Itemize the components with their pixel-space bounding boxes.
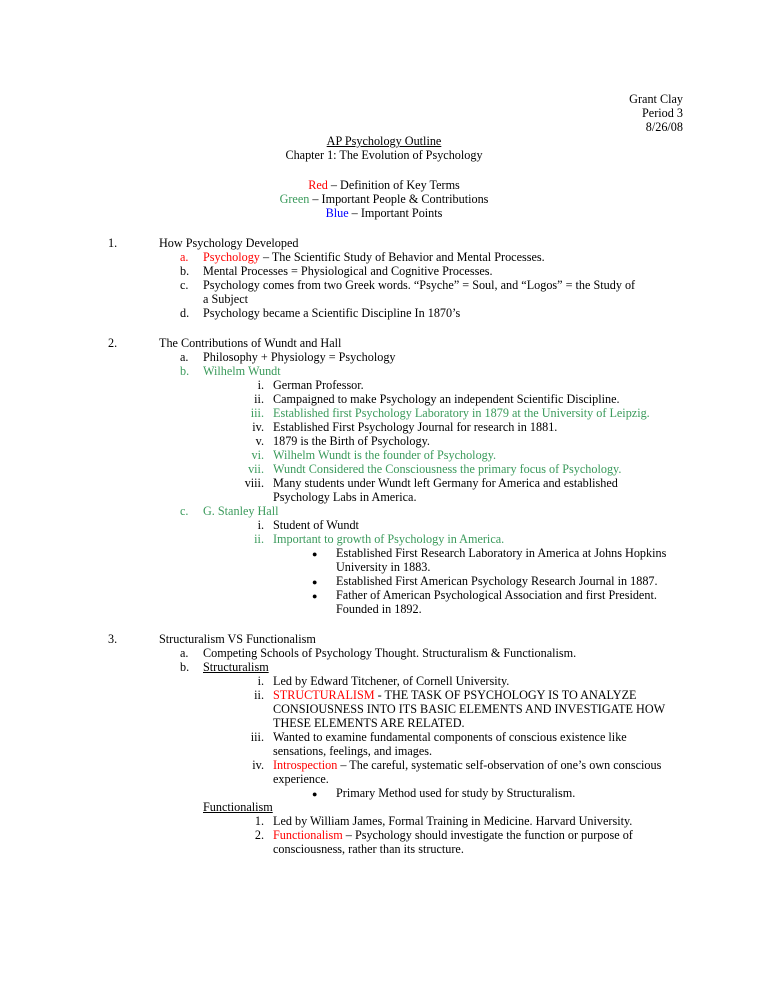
s2-item-a-marker: a. xyxy=(180,350,189,364)
struct-bullet: Primary Method used for study by Structuralism. xyxy=(336,786,576,800)
s3-item-b-marker: b. xyxy=(180,660,190,674)
bullet-icon: ● xyxy=(312,549,318,559)
func-1: Led by William James, Formal Training in Medicine. Harvard University. xyxy=(273,814,633,828)
section-2-number: 2. xyxy=(108,336,118,350)
wundt-v: 1879 is the Birth of Psychology. xyxy=(273,434,430,448)
s1-item-a-marker: a. xyxy=(180,250,189,264)
section-3-title: Structuralism VS Functionalism xyxy=(159,632,316,646)
s1-item-b-marker: b. xyxy=(180,264,190,278)
hall-i-marker: i. xyxy=(257,518,264,532)
wundt-viii-cont: Psychology Labs in America. xyxy=(273,490,417,504)
wundt-i-marker: i. xyxy=(257,378,264,392)
hall-bullet-2: Established First American Psychology Research Journal in 1887. xyxy=(336,574,658,588)
s1-item-d-marker: d. xyxy=(180,306,190,320)
s1-item-d: Psychology became a Scientific Discipline In 1870’s xyxy=(203,306,461,320)
func-2: Functionalism – Psychology should investigate the function or purpose of xyxy=(273,828,633,842)
section-1-title: How Psychology Developed xyxy=(159,236,299,250)
s1-item-c: Psychology comes from two Greek words. “Psyche” = Soul, and “Logos” = the Study of xyxy=(203,278,636,292)
legend-blue: Blue – Important Points xyxy=(325,206,443,220)
s3-item-a-marker: a. xyxy=(180,646,189,660)
struct-ii-cont: CONSIOUSNESS INTO ITS BASIC ELEMENTS AND INVESTIGATE HOW xyxy=(273,702,666,716)
struct-iv: Introspection – The careful, systematic self-observation of one’s own conscious xyxy=(273,758,662,772)
s3-item-a: Competing Schools of Psychology Thought. Structuralism & Functionalism. xyxy=(203,646,577,660)
hall-bullet-3: Father of American Psychological Association and first President. xyxy=(336,588,657,602)
s2-item-b-marker: b. xyxy=(180,364,190,378)
section-1-number: 1. xyxy=(108,236,118,250)
hall-bullet-3-cont: Founded in 1892. xyxy=(336,602,422,616)
author-name: Grant Clay xyxy=(629,92,683,106)
legend-red: Red – Definition of Key Terms xyxy=(308,178,460,192)
bullet-icon: ● xyxy=(312,577,318,587)
struct-i-marker: i. xyxy=(257,674,264,688)
wundt-i: German Professor. xyxy=(273,378,364,392)
wundt-vii-marker: vii. xyxy=(248,462,264,476)
document-date: 8/26/08 xyxy=(645,120,683,134)
hall-bullet-1-cont: University in 1883. xyxy=(336,560,431,574)
wundt-viii: Many students under Wundt left Germany for America and established xyxy=(273,476,618,490)
wundt-iv: Established First Psychology Journal for research in 1881. xyxy=(273,420,558,434)
bullet-icon: ● xyxy=(312,591,318,601)
struct-ii: STRUCTURALISM - THE TASK OF PSYCHOLOGY IS TO ANALYZE xyxy=(273,688,637,702)
wundt-vi: Wilhelm Wundt is the founder of Psychology. xyxy=(273,448,497,462)
struct-i: Led by Edward Titchener, of Cornell University. xyxy=(273,674,510,688)
struct-ii-cont2: THESE ELEMENTS ARE RELATED. xyxy=(273,716,465,730)
wundt-iv-marker: iv. xyxy=(252,420,264,434)
struct-iii-marker: iii. xyxy=(250,730,264,744)
section-2-title: The Contributions of Wundt and Hall xyxy=(159,336,342,350)
s1-item-a: Psychology – The Scientific Study of Behavior and Mental Processes. xyxy=(203,250,545,264)
document-title: AP Psychology Outline xyxy=(326,134,442,148)
struct-iv-marker: iv. xyxy=(252,758,264,772)
func-1-marker: 1. xyxy=(254,814,264,828)
struct-iii-cont: sensations, feelings, and images. xyxy=(273,744,433,758)
wundt-ii-marker: ii. xyxy=(254,392,264,406)
legend-green: Green – Important People & Contributions xyxy=(279,192,489,206)
s2-item-c-marker: c. xyxy=(180,504,189,518)
s1-item-b: Mental Processes = Physiological and Cognitive Processes. xyxy=(203,264,493,278)
s1-item-c-cont: a Subject xyxy=(203,292,249,306)
wundt-ii: Campaigned to make Psychology an independent Scientific Discipline. xyxy=(273,392,620,406)
wundt-iii: Established first Psychology Laboratory in 1879 at the University of Leipzig. xyxy=(273,406,650,420)
wundt-vi-marker: vi. xyxy=(251,448,264,462)
chapter-title: Chapter 1: The Evolution of Psychology xyxy=(285,148,483,162)
func-2-cont: consciousness, rather than its structure. xyxy=(273,842,464,856)
hall-bullet-1: Established First Research Laboratory in America at Johns Hopkins xyxy=(336,546,667,560)
wundt-vii: Wundt Considered the Consciousness the primary focus of Psychology. xyxy=(273,462,622,476)
functionalism-heading: Functionalism xyxy=(203,800,273,814)
struct-iv-cont: experience. xyxy=(273,772,329,786)
wundt-v-marker: v. xyxy=(255,434,264,448)
wundt-viii-marker: viii. xyxy=(244,476,264,490)
s2-item-a: Philosophy + Physiology = Psychology xyxy=(203,350,396,364)
s1-item-c-marker: c. xyxy=(180,278,189,292)
section-3-number: 3. xyxy=(108,632,118,646)
struct-ii-marker: ii. xyxy=(254,688,264,702)
s2-item-b-wundt: Wilhelm Wundt xyxy=(203,364,281,378)
hall-i: Student of Wundt xyxy=(273,518,359,532)
class-period: Period 3 xyxy=(642,106,683,120)
hall-ii: Important to growth of Psychology in America. xyxy=(273,532,505,546)
func-2-marker: 2. xyxy=(254,828,264,842)
wundt-iii-marker: iii. xyxy=(250,406,264,420)
s3-item-b-structuralism: Structuralism xyxy=(203,660,269,674)
s2-item-c-hall: G. Stanley Hall xyxy=(203,504,279,518)
hall-ii-marker: ii. xyxy=(254,532,264,546)
struct-iii: Wanted to examine fundamental components of conscious existence like xyxy=(273,730,627,744)
bullet-icon: ● xyxy=(312,789,318,799)
